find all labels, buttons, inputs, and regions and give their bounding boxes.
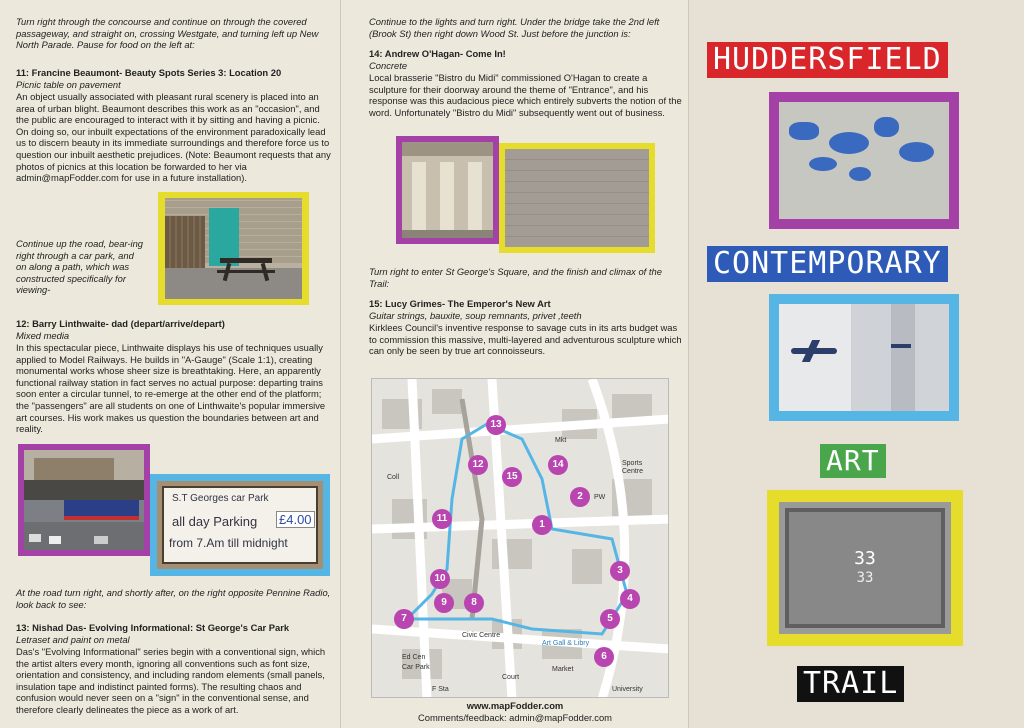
pavement-photo <box>505 149 649 247</box>
map-marker-13[interactable]: 13 <box>486 415 506 435</box>
panel-left <box>0 0 341 728</box>
cover-title-art: ART <box>820 444 886 478</box>
item-12-medium: Mixed media <box>16 330 70 341</box>
map-label-sports-centre: Sports <box>622 460 643 467</box>
cover-art-plane-photo <box>779 304 949 411</box>
cover-title-contemporary: CONTEMPORARY <box>707 246 948 282</box>
map-marker-7[interactable]: 7 <box>394 609 414 629</box>
map-label-pw: PW <box>594 494 606 501</box>
map-label-ed-cen: Ed Cen <box>402 654 426 661</box>
map-streets <box>372 379 669 698</box>
plaque-number: 33 <box>854 548 876 569</box>
item-11-heading: 11: Francine Beaumont- Beauty Spots Series 3: Location 20 <box>16 67 282 78</box>
map-label-court: Court <box>502 674 520 681</box>
sign-line-parking: all day Parking <box>172 514 258 529</box>
railway-station-photo <box>24 450 144 550</box>
intro-directions: Turn right through the concourse and continue on through the covered passageway, and straight on, crossing Westgate, and turning left up New North Parade. Pause for food on the left at: <box>16 16 319 51</box>
map-label-civic-centre: Civic Centre <box>462 632 501 639</box>
feedback-email[interactable]: Comments/feedback: admin@mapFodder.com <box>418 712 612 723</box>
map-label-car-park: Car Park <box>402 664 430 671</box>
directions-pennine-radio: At the road turn right, and shortly after, on the right opposite Pennine Radio, look back to see: <box>16 587 331 610</box>
sign-title: S.T Georges car Park <box>172 493 269 504</box>
intro-directions-lights: Continue to the lights and turn right. Under the bridge take the 2nd left (Brook St) then right down Wood St. Just before the junction is: <box>369 16 660 39</box>
map-label-f-sta: F Sta <box>432 686 449 693</box>
item-11-body: An object usually associated with pleasant rural scenery is placed into an area of urban blight. Beaumont describes this work as an "occasion", and the public are encouraged to interact with it by sitting and having a picnic. On doing so, our inbuilt expectations of the environment paradoxically lead us to discern beauty in its immediate surroundings and therefore force us to question our inbuilt aesthetic prejudices. (Note: Beaumont requests that any photos of picnics at this location be forwarded to her via admin@mapFodder.com for use in a future installation). <box>16 91 331 184</box>
item-14-heading: 14: Andrew O'Hagan- Come In! <box>369 48 506 59</box>
map-marker-12[interactable]: 12 <box>468 455 488 475</box>
plaque-number-small: 33 <box>856 570 874 586</box>
map-marker-6[interactable]: 6 <box>594 647 614 667</box>
cover-title-huddersfield: HUDDERSFIELD <box>707 42 948 78</box>
map-marker-2[interactable]: 2 <box>570 487 590 507</box>
map-label-art-gall: Art Gall & Libry <box>542 640 590 647</box>
map-marker-5[interactable]: 5 <box>600 609 620 629</box>
item-15-body: Kirklees Council's inventive response to savage cuts in its arts budget was to commission this massive, multi-layered and adventurous sculpture which can only be seen by true art connoisseurs. <box>369 322 682 357</box>
directions-car-park: Continue up the road, bear-ing right through a car park, and on along a path, which was constructed specifically for viewing- <box>16 238 144 296</box>
sign-price: £4.00 <box>276 511 315 528</box>
map-marker-3[interactable]: 3 <box>610 561 630 581</box>
doorway-photo <box>402 142 493 238</box>
item-12-body: In this spectacular piece, Linthwaite displays his use of techniques usually applied to Model Railways. He builds in "A-Gauge" (Scale 1:1), creating monumental works whose sheer size is breathtaking. Here, an apparently functional railway station in fact serves no actual purpose: departing trains soon enter a circular tunnel, to re-emerge at the other end of the platform; the "passengers" are all students on one of Linthwaite's popular immersive art courses. His work makes us question the boundaries between art and reality. <box>16 342 326 435</box>
item-13-heading: 13: Nishad Das- Evolving Informational: St George's Car Park <box>16 622 290 633</box>
item-14-body: Local brasserie "Bistro du Midi" commissioned O'Hagan to create a sculpture for their doorway around the theme of "Entrance", and his response was this audacious piece which entirely subverts the notion of the word. Unfortunately "Bistro du Midi" subsequently went out of business. <box>369 72 682 118</box>
map-marker-14[interactable]: 14 <box>548 455 568 475</box>
map-label-university: University <box>612 686 643 693</box>
map-marker-11[interactable]: 11 <box>432 509 452 529</box>
picnic-table-photo <box>165 198 302 299</box>
map-label-coll: Coll <box>387 474 400 481</box>
map-label-mkt: Mkt <box>555 437 567 444</box>
item-11-medium: Picnic table on pavement <box>16 79 121 90</box>
sign-line-hours: from 7.Am till midnight <box>169 536 288 550</box>
map-label-market: Market <box>552 666 574 673</box>
website-link[interactable]: www.mapFodder.com <box>466 700 564 711</box>
cover-title-trail: TRAIL <box>797 666 904 702</box>
item-14-medium: Concrete <box>369 60 408 71</box>
item-15-heading: 15: Lucy Grimes- The Emperor's New Art <box>369 298 551 309</box>
map-marker-8[interactable]: 8 <box>464 593 484 613</box>
map-marker-15[interactable]: 15 <box>502 467 522 487</box>
item-13-medium: Letraset and paint on metal <box>16 634 130 645</box>
map-label-sports-centre-2: Centre <box>622 468 644 475</box>
map-marker-9[interactable]: 9 <box>434 593 454 613</box>
trail-map[interactable] <box>371 378 669 698</box>
cover-art-plaque <box>779 502 951 634</box>
item-12-heading: 12: Barry Linthwaite- dad (depart/arrive/depart) <box>16 318 225 329</box>
map-marker-10[interactable]: 10 <box>430 569 450 589</box>
map-marker-1[interactable]: 1 <box>532 515 552 535</box>
map-marker-4[interactable]: 4 <box>620 589 640 609</box>
car-park-sign-photo <box>157 481 323 569</box>
cover-art-blue-pattern <box>779 102 949 219</box>
item-13-body: Das's "Evolving Informational" series begin with a conventional sign, which the artist alters every month, ignoring all conventions such as font size, orientation and consistency, and including random elements (small panels, insulation tape and indistinct painted forms). The resulting chaos and confusion would never seen on a "sign" in the conventional sense, and therefore clearly delineates the piece as a work of art. <box>16 646 326 715</box>
panel-middle <box>341 0 689 728</box>
directions-st-georges-square: Turn right to enter St George's Square, and the finish and climax of the Trail: <box>369 266 662 289</box>
item-15-medium: Guitar strings, bauxite, soup remnants, privet ,teeth <box>369 310 582 321</box>
panel-cover <box>689 0 1024 728</box>
